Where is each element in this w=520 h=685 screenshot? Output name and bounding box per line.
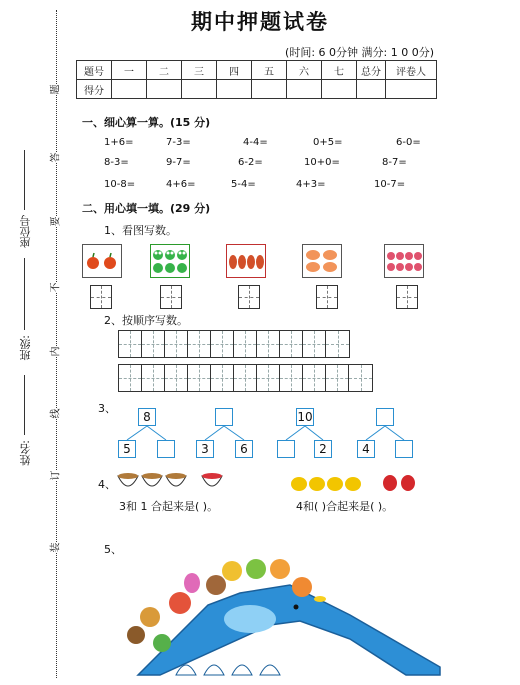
question-label: 1、看图写数。 (104, 224, 177, 237)
tree-right-box: 6 (235, 440, 253, 458)
calc-item: 10-7= (374, 179, 406, 190)
table-header-cell: 三 (182, 61, 217, 80)
question-label: 5、 (104, 543, 122, 556)
q4-left-sentence: 3和 1 合起来是( )。 (119, 500, 219, 513)
bowl-icon (116, 470, 224, 496)
table-header-cell: 四 (217, 61, 252, 80)
tree-top-box: 10 (297, 410, 313, 424)
calc-item: 10+0= (304, 157, 340, 168)
table-header-cell: 七 (322, 61, 357, 80)
table-header-cell: 六 (287, 61, 322, 80)
q4-right-sentence: 4和( )合起来是( )。 (296, 500, 394, 513)
calc-item: 8-3= (104, 157, 129, 168)
question-label: 4、 (98, 478, 116, 491)
calc-item: 5-4= (231, 179, 256, 190)
table-header-cell: 总分 (357, 61, 386, 80)
seal-char: 线 (45, 409, 64, 419)
seal-char: 不 (45, 283, 64, 293)
class-label: 班级: (19, 335, 32, 361)
seal-char: 题 (45, 85, 64, 95)
tree-left-box: 3 (196, 440, 214, 458)
seal-char: 要 (45, 217, 64, 227)
table-header-cell: 评卷人 (386, 61, 437, 80)
calc-item: 9-7= (166, 157, 191, 168)
calc-item: 4+6= (166, 179, 196, 190)
table-header-cell: 一 (112, 61, 147, 80)
calc-item: 6-2= (238, 157, 263, 168)
chick-icon (290, 470, 420, 494)
page-title: 期中押题试卷 (191, 10, 329, 34)
seal-char: 订 (45, 471, 64, 481)
calc-item: 1+6= (104, 137, 134, 148)
calc-item: 4+3= (296, 179, 326, 190)
animals-slide-illustration (120, 555, 450, 677)
question-label: 3、 (98, 402, 116, 415)
tree-right-box: 2 (314, 440, 332, 458)
tree-left-box[interactable] (277, 440, 295, 458)
tree-left-box: 5 (118, 440, 136, 458)
calc-item: 0+5= (313, 137, 343, 148)
table-header-cell: 五 (252, 61, 287, 80)
tree-top-box[interactable] (376, 408, 394, 426)
name-label: 姓名: (19, 440, 32, 466)
tree-right-box[interactable] (395, 440, 413, 458)
tree-top-box: 8 (138, 408, 156, 426)
seal-char: 答 (45, 153, 64, 163)
section-heading: 二、用心填一填。(29 分) (82, 202, 211, 215)
calc-item: 10-8= (104, 179, 136, 190)
tree-left-box: 4 (357, 440, 375, 458)
seat-label: 座位号 (19, 215, 32, 248)
calc-item: 6-0= (396, 137, 421, 148)
question-label: 2、按顺序写数。 (104, 314, 188, 327)
calc-item: 4-4= (243, 137, 268, 148)
tree-top-box[interactable] (215, 408, 233, 426)
table-header-cell: 二 (147, 61, 182, 80)
seal-char: 装 (45, 543, 64, 553)
section-heading: 一、细心算一算。(15 分) (82, 116, 211, 129)
tree-right-box[interactable] (157, 440, 175, 458)
seal-char: 内 (45, 347, 64, 357)
calc-item: 8-7= (382, 157, 407, 168)
exam-time-info: (时间: 6 0分钟 满分: 1 0 0分) (285, 46, 434, 59)
calc-item: 7-3= (166, 137, 191, 148)
table-header-cell: 题号 (77, 61, 112, 80)
table-row-label: 得分 (77, 80, 112, 99)
